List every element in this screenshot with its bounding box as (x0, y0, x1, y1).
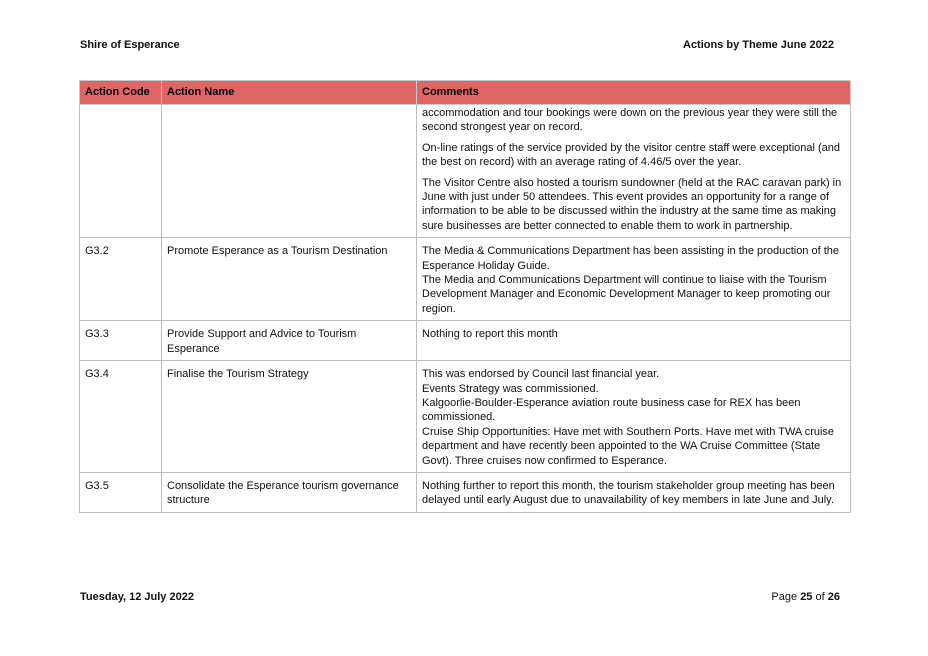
comments-cell (417, 321, 851, 361)
table-row (80, 105, 851, 238)
comment-line: Nothing to report this month (422, 328, 558, 341)
report-date: Tuesday, 12 July 2022 (80, 591, 194, 603)
comment-line: accommodation and tour bookings were down on the previous year they were still the second strongest year on record. (422, 107, 838, 134)
comment-paragraph (422, 106, 845, 135)
comments-cell (417, 105, 851, 238)
comments-cell (417, 238, 851, 321)
action-name-cell: Promote Esperance as a Tourism Destination (162, 238, 417, 321)
table-row (80, 238, 851, 321)
comment-paragraph (422, 367, 845, 468)
comment-paragraph (422, 244, 845, 316)
action-code-cell: G3.5 (80, 472, 162, 512)
action-code-cell: G3.3 (80, 321, 162, 361)
organization-name: Shire of Esperance (80, 39, 180, 51)
table-row (80, 321, 851, 361)
comment-line: The Media and Communications Department will continue to liaise with the Tourism Development Manager and Economic Development Manager to keep promoting our region. (422, 274, 831, 315)
page-current: 25 (800, 591, 813, 603)
actions-table (79, 80, 851, 513)
table-row (80, 472, 851, 512)
comment-line: The Media & Communications Department has been assisting in the production of the Esperance Holiday Guide. (422, 245, 840, 272)
comment-line: On-line ratings of the service provided by the visitor centre staff were exceptional (and the best on record) with an average rating of 4.46/5 over the year. (422, 141, 841, 169)
comment-paragraph (422, 327, 845, 341)
column-header-action-code: Action Code (80, 81, 162, 105)
comment-line: Nothing further to report this month, the tourism stakeholder group meeting has been delayed until early August due to unavailability of key members in late June and July. (422, 479, 835, 507)
comment-line: Cruise Ship Opportunities: Have met with Southern Ports. Have met with TWA cruise department and have recently been appointed to the WA Cruise Committee (State Govt). Three cruises now confirmed to Esperance. (422, 425, 835, 467)
action-name-cell (162, 105, 417, 238)
table-body (80, 105, 851, 513)
page-number (771, 591, 840, 603)
action-code-cell: G3.4 (80, 361, 162, 473)
column-header-comments: Comments (417, 81, 851, 105)
comment-paragraph (422, 176, 845, 234)
report-title: Actions by Theme June 2022 (683, 39, 834, 51)
comment-paragraph (422, 141, 845, 170)
comments-cell (417, 472, 851, 512)
column-header-action-name: Action Name (162, 81, 417, 105)
table-header-row (80, 81, 851, 105)
comments-cell (417, 361, 851, 473)
action-name-cell: Consolidate the Esperance tourism governance structure (162, 472, 417, 512)
page-word: Page (771, 591, 798, 603)
comment-paragraph (422, 479, 845, 508)
action-code-cell: G3.2 (80, 238, 162, 321)
page-total: 26 (827, 591, 840, 603)
comment-line: This was endorsed by Council last financial year. (422, 368, 660, 381)
comment-line: Kalgoorlie-Boulder-Esperance aviation route business case for REX has been commissioned. (422, 396, 801, 424)
action-name-cell: Finalise the Tourism Strategy (162, 361, 417, 473)
table-row (80, 361, 851, 473)
comment-line: Events Strategy was commissioned. (422, 382, 599, 395)
action-name-cell: Provide Support and Advice to Tourism Esperance (162, 321, 417, 361)
action-code-cell (80, 105, 162, 238)
page-of: of (815, 591, 825, 603)
comment-line: The Visitor Centre also hosted a tourism sundowner (held at the RAC caravan park) in June with just under 50 attendees. This event provides an opportunity for a range of information to be able to be discussed within the industry at the same time as making sure businesses are better connected to enable them to work in partnership. (422, 176, 842, 232)
